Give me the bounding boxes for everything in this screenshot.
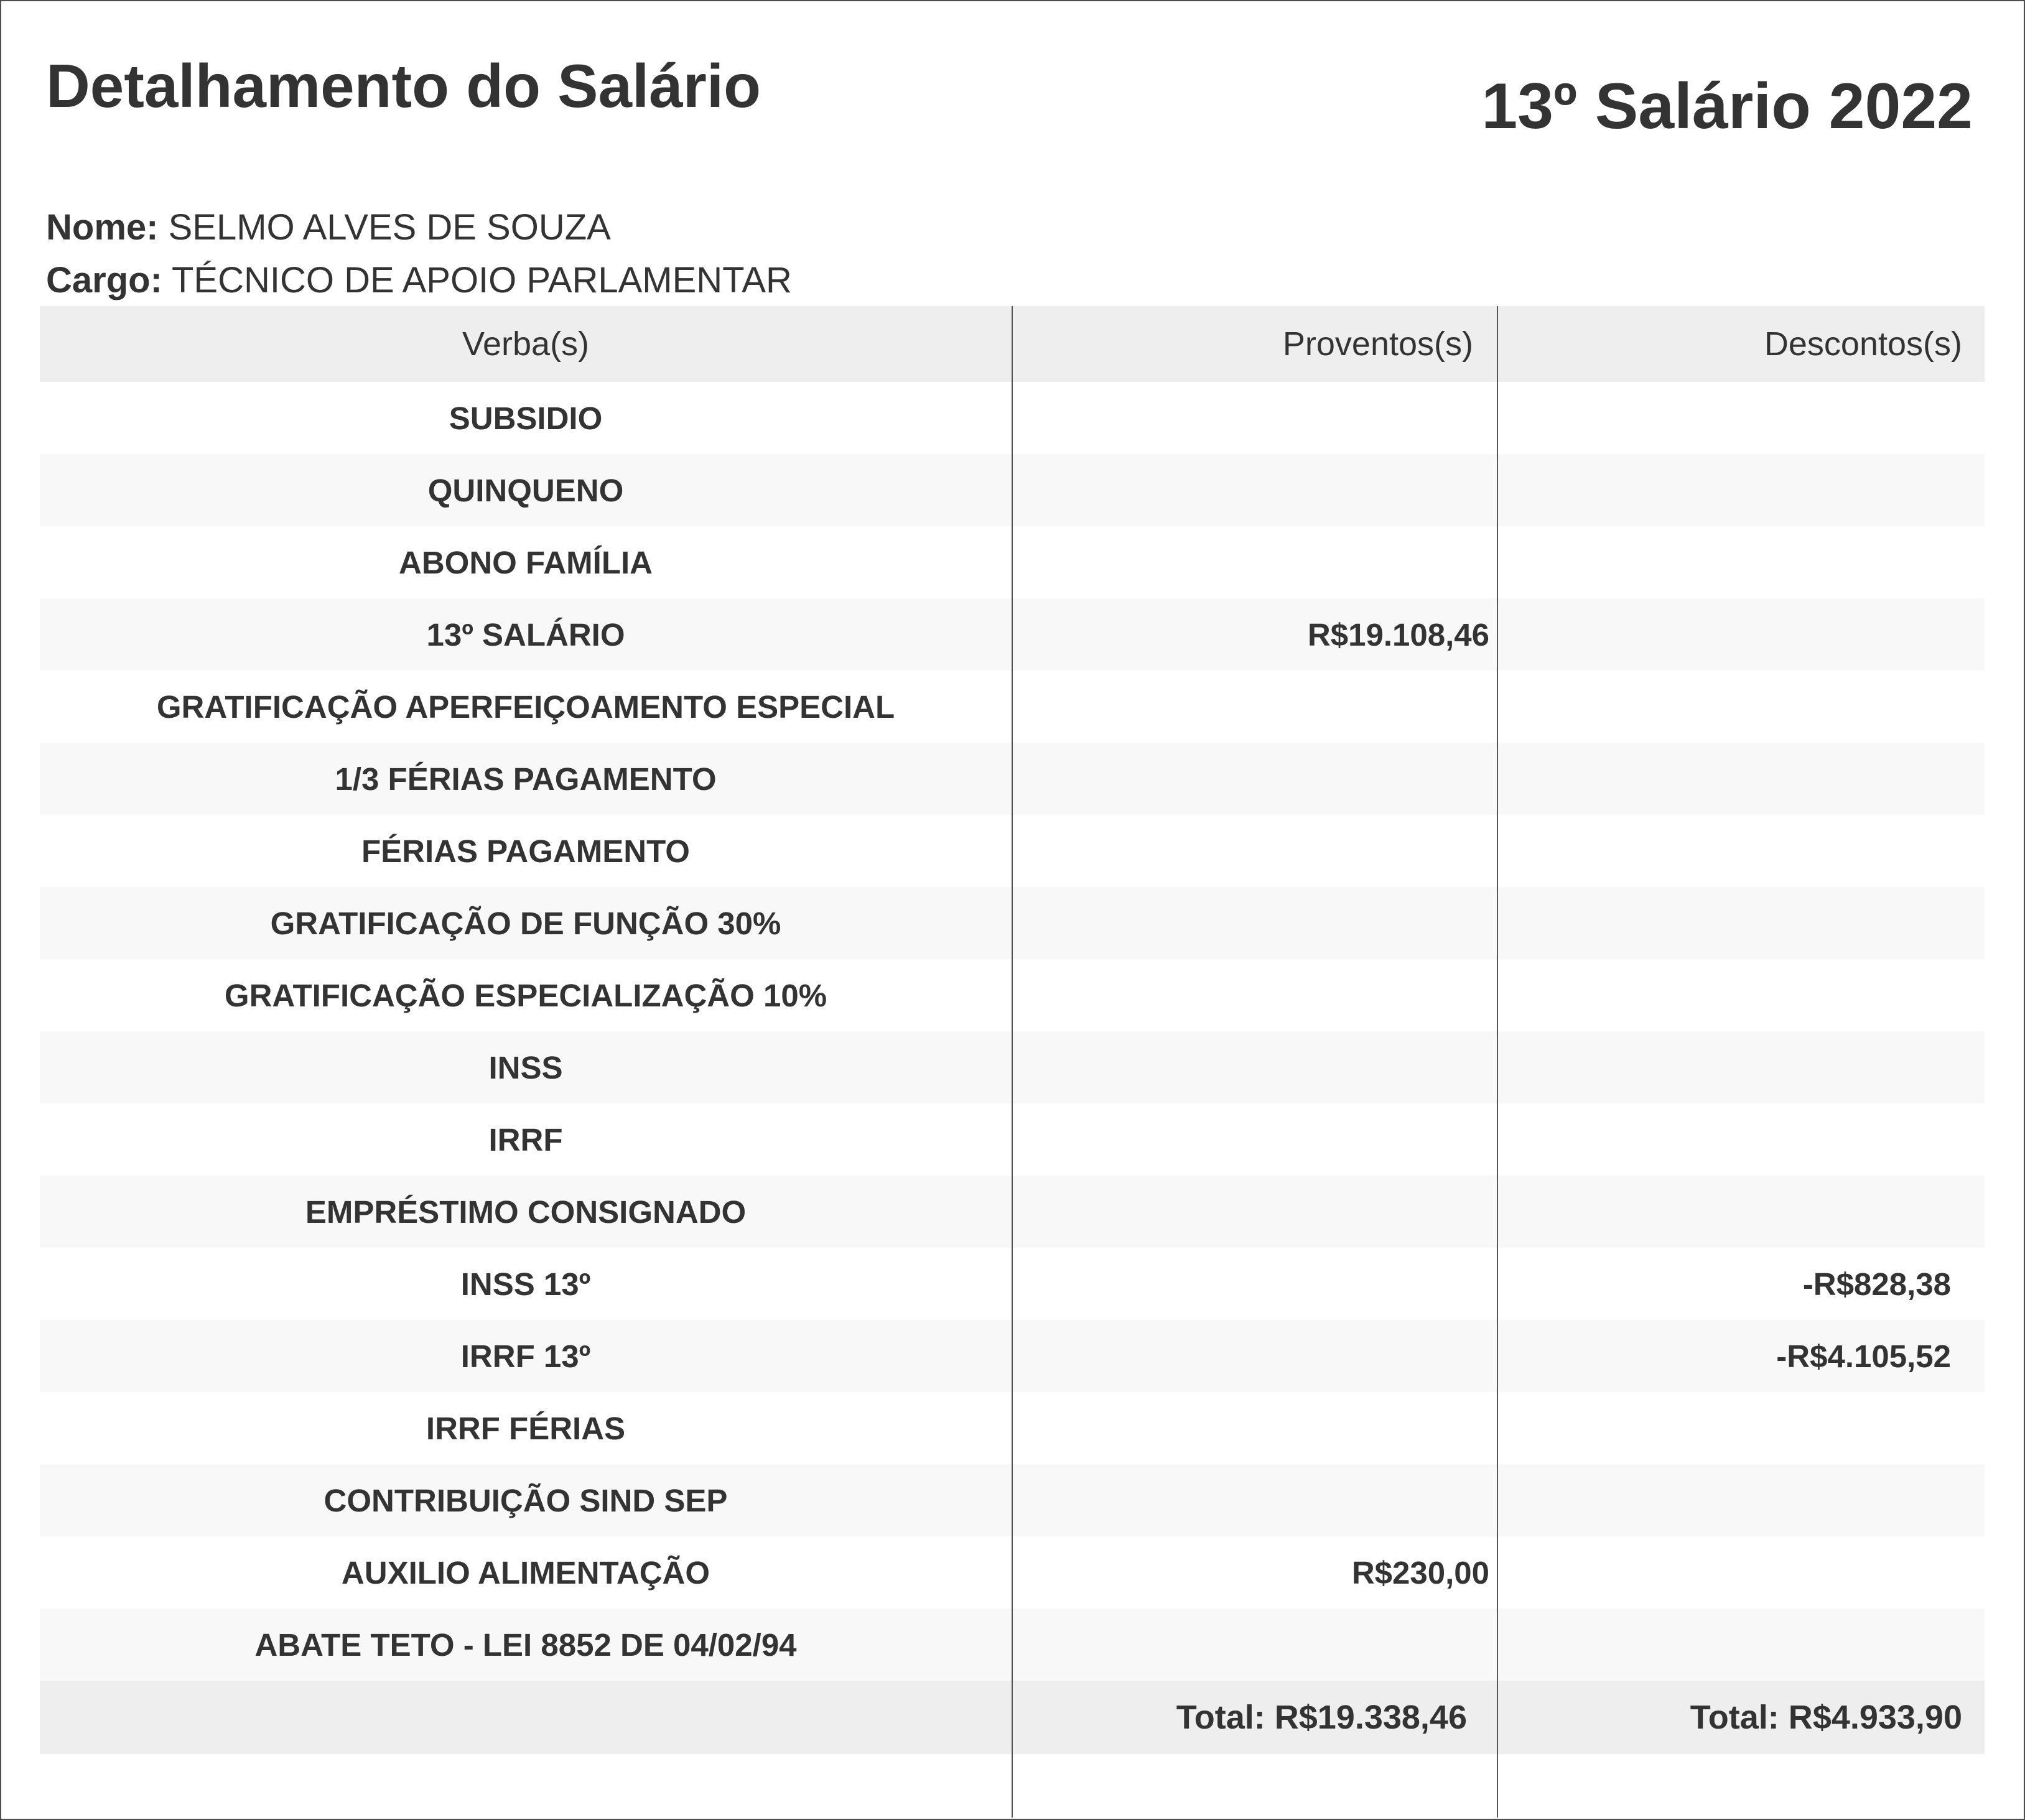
column-header-proventos: Proventos(s) [1282,325,1473,363]
verba-cell: CONTRIBUIÇÃO SIND SEP [324,1482,728,1518]
verba-cell: SUBSIDIO [449,400,603,436]
column-divider [1012,306,1013,1818]
verba-cell: GRATIFICAÇÃO DE FUNÇÃO 30% [270,905,781,941]
verba-cell: IRRF 13º [460,1338,591,1374]
verba-cell: INSS [488,1049,563,1085]
descontos-cell: -R$828,38 [1802,1266,1951,1302]
verba-cell: GRATIFICAÇÃO ESPECIALIZAÇÃO 10% [224,977,827,1013]
name-value: SELMO ALVES DE SOUZA [168,207,611,248]
verba-cell: AUXILIO ALIMENTAÇÃO [341,1554,710,1590]
role-label: Cargo: [46,260,162,300]
column-header-descontos: Descontos(s) [1764,325,1962,363]
verba-cell: 1/3 FÉRIAS PAGAMENTO [335,761,717,797]
page-title: Detalhamento do Salário [46,52,761,120]
period-title: 13º Salário 2022 [1481,70,1973,142]
verba-cell: EMPRÉSTIMO CONSIGNADO [305,1194,747,1230]
verba-cell: IRRF FÉRIAS [426,1410,626,1446]
role-value: TÉCNICO DE APOIO PARLAMENTAR [171,260,792,300]
verba-cell: FÉRIAS PAGAMENTO [361,833,690,869]
descontos-cell: -R$4.105,52 [1776,1338,1951,1374]
verba-cell: GRATIFICAÇÃO APERFEIÇOAMENTO ESPECIAL [156,689,895,725]
total-proventos: Total: R$19.338,46 [1176,1699,1467,1736]
total-descontos: Total: R$4.933,90 [1690,1699,1962,1736]
proventos-cell: R$230,00 [1351,1554,1489,1590]
verba-cell: ABATE TETO - LEI 8852 DE 04/02/94 [254,1627,797,1663]
employee-name-line [46,207,611,248]
column-header-verba: Verba(s) [462,325,590,363]
proventos-cell: R$19.108,46 [1307,616,1489,652]
verba-cell: ABONO FAMÍLIA [399,544,653,580]
verba-cell: 13º SALÁRIO [426,616,625,652]
verba-cell: IRRF [488,1121,563,1158]
column-divider [1497,306,1498,1818]
verba-cell: INSS 13º [460,1266,591,1302]
employee-role-line [46,259,792,301]
verba-cell: QUINQUENO [427,472,624,508]
name-label: Nome: [46,207,159,248]
